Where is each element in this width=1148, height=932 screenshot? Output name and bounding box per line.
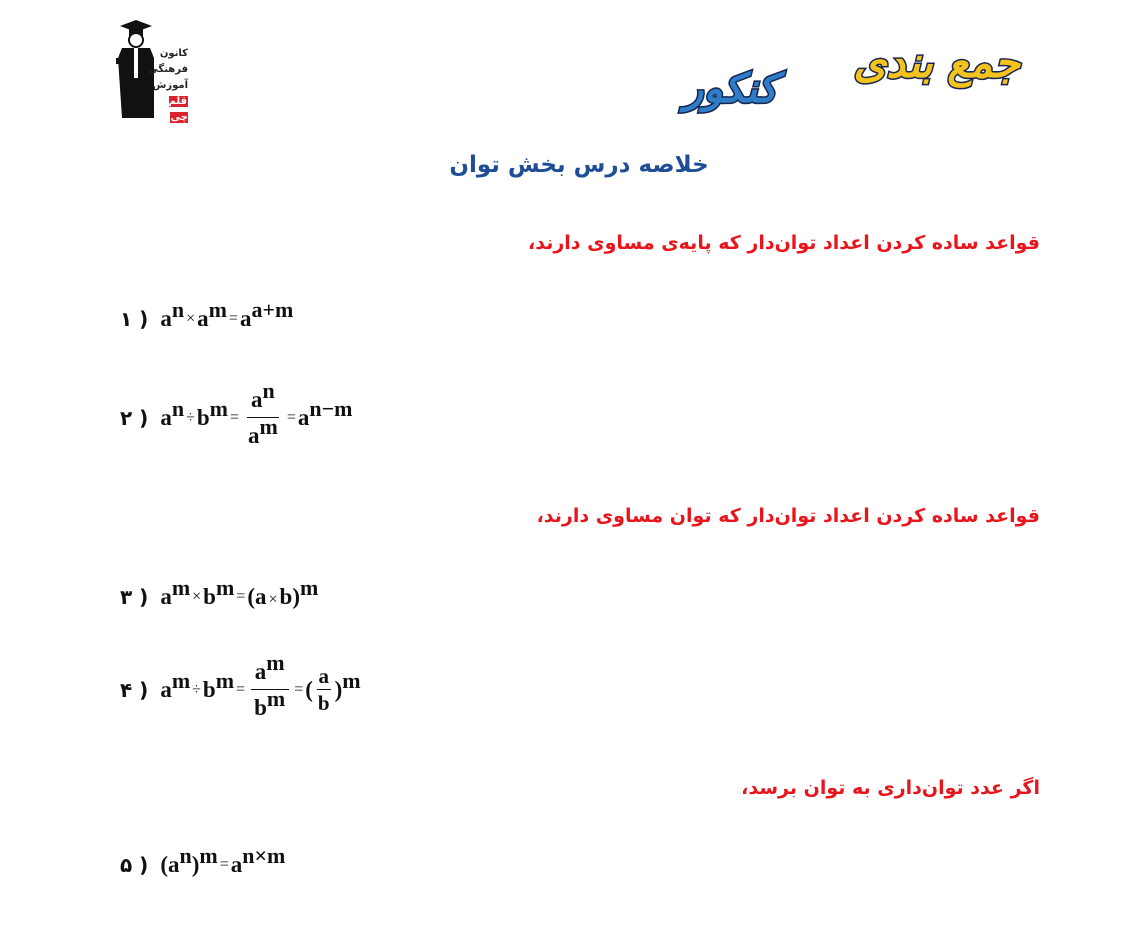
fraction: $\frac{a}{b}$ <box>317 663 330 715</box>
formula-2: ۲ ) $a^n$ ÷ $b^m$ = $\frac{a^n}{a^m}$ = $a^{n-m}$ <box>120 378 353 448</box>
section-heading-equal-exponent: قواعد ساده کردن اعداد توان‌دار که توان مساوی دارند، <box>536 505 1040 527</box>
page-title: خلاصه درس بخش توان <box>449 152 709 178</box>
logo-line-1: کانون <box>159 48 188 59</box>
formula-5: ۵ ) $(a^n)^m$ = $a^{n\times m}$ <box>120 843 286 877</box>
fraction: $\frac{a^m}{b^m}$ <box>250 660 289 719</box>
logo-badge: قلم چی <box>168 96 188 123</box>
logo-word-konkur: کنکور <box>684 66 778 112</box>
formula-4: ۴ ) $a^m$ ÷ $b^m$ = $\frac{a^m}{b^m}$ = ( $\frac{a}{b}$ )$^m$ <box>120 650 361 720</box>
fraction: $\frac{a^n}{a^m}$ <box>248 378 278 448</box>
formula-number: ۲ ) <box>120 405 149 430</box>
formula-3: ۳ ) $a^m$ × $b^m$ = $(a \times b)^m$ <box>120 575 319 609</box>
jambandi-konkur-logo <box>680 36 1020 120</box>
formula-number: ۳ ) <box>120 585 149 609</box>
logo-line-2: فرهنگی <box>148 64 188 75</box>
formula-number: ۵ ) <box>120 853 149 877</box>
formula-number: ۴ ) <box>120 677 149 702</box>
logo-words <box>148 46 188 126</box>
logo-word-jambandi: جمع بندی <box>853 38 1020 87</box>
section-heading-power-of-power: اگر عدد توان‌داری به توان برسد، <box>741 777 1040 799</box>
kanoon-logo <box>116 18 190 122</box>
formula-number: ۱ ) <box>120 307 149 331</box>
formula-1: ۱ ) $a^n$ × $a^m$ = $a^{a+m}$ <box>120 297 294 331</box>
logo-line-3: آموزش <box>152 80 188 91</box>
section-heading-equal-base: قواعد ساده کردن اعداد توان‌دار که پایه‌ی مساوی دارند، <box>528 232 1040 254</box>
